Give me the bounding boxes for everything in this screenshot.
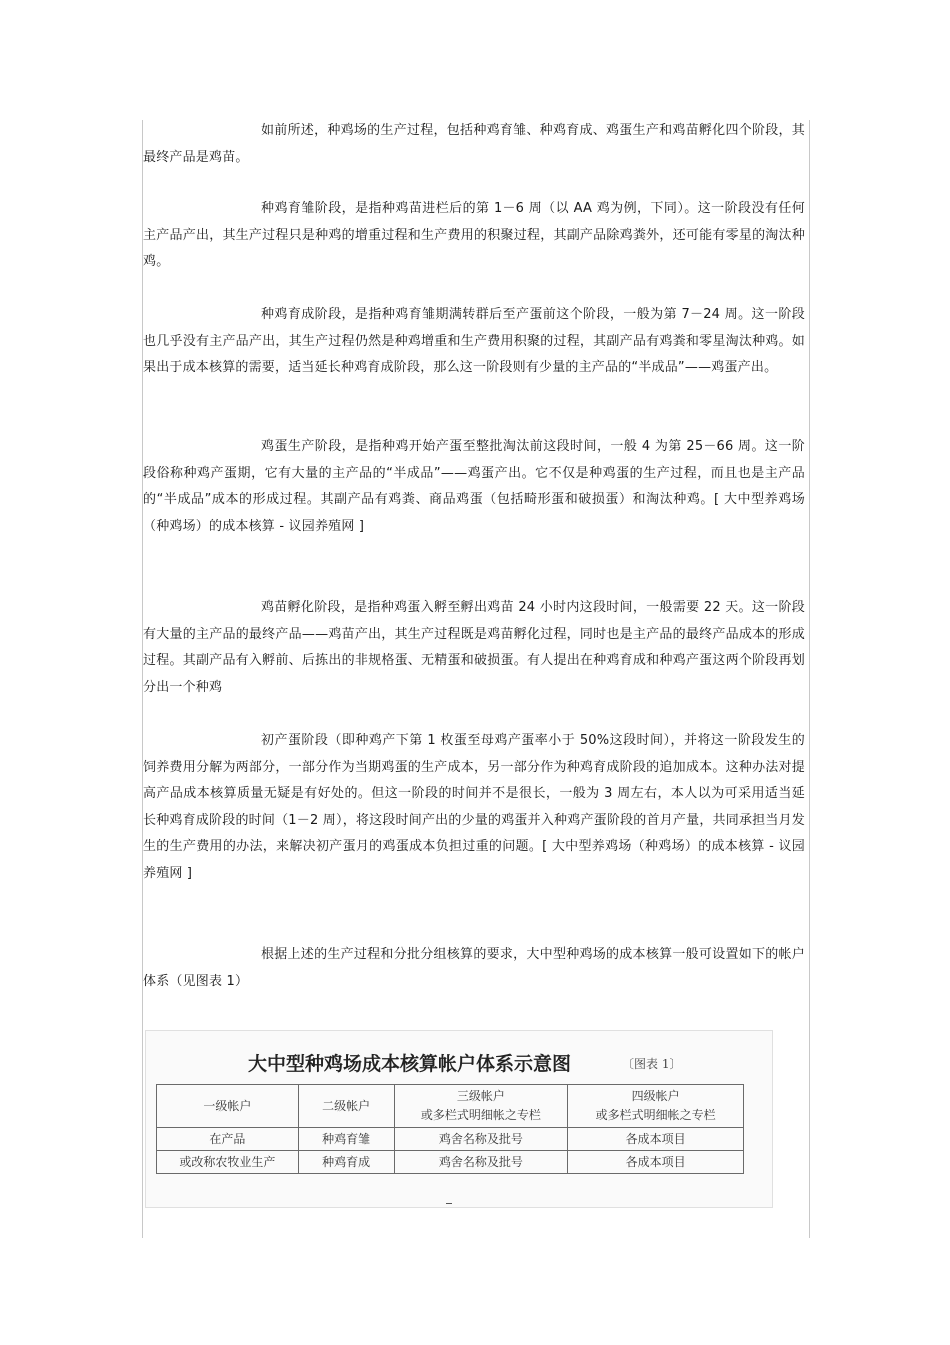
paragraph-rearing-stage: 种鸡育成阶段，是指种鸡育雏期满转群后至产蛋前这个阶段，一般为第 7－24 周。这一阶段也几乎没有主产品产出，其生产过程仍然是种鸡增重和生产费用积聚的过程，其副产品有鸡粪和零星淘汰种鸡。如果出于成本核算的需要，适当延长种鸡育成阶段，那么这一阶段则有少量的主产品的“半成品”——鸡蛋产出。: [143, 307, 805, 375]
header-level3-title: 三级帐户: [456, 1089, 505, 1103]
scan-mark: [446, 1203, 452, 1204]
header-level3-note: 或多栏式明细帐之专栏: [420, 1108, 541, 1122]
header-level4-title: 四级帐户: [631, 1089, 680, 1103]
paragraph-hatching-stage: 鸡苗孵化阶段，是指种鸡蛋入孵至孵出鸡苗 24 小时内这段时间，一般需要 22 天。这一阶段有大量的主产品的最终产品——鸡苗产出，其生产过程既是鸡苗孵化过程，同时也是主产品的最终产品成本的形成过程。其副产品有入孵前、后拣出的非规格蛋、无精蛋和破损蛋。有人提出在种鸡育成和种鸡产蛋这两个阶段再划分出一个种鸡: [143, 600, 805, 695]
header-level2: 二级帐户: [298, 1085, 394, 1128]
paragraph-brooding-stage: 种鸡育雏阶段，是指种鸡苗进栏后的第 1－6 周（以 AA 鸡为例，下同）。这一阶段没有任何主产品产出，其生产过程只是种鸡的增重过程和生产费用的积聚过程，其副产品除鸡粪外，还可能有零星的淘汰种鸡。: [143, 201, 805, 269]
paragraph-early-laying-stage: 初产蛋阶段（即种鸡产下第 1 枚蛋至母鸡产蛋率小于 50%这段时间），并将这一阶段发生的饲养费用分解为两部分，一部分作为当期鸡蛋的生产成本，另一部分作为种鸡育成阶段的追加成本。这种办法对提高产品成本核算质量无疑是有好处的。但这一阶段的时间并不是很长，一般为 3 周左右，本人以为可采用适当延长种鸡育成阶段的时间（1－2 周），将这段时间产出的少量的鸡蛋并入种鸡产蛋阶段的首月产量，共同承担当月发生的生产费用的办法，来解决初产蛋月的鸡蛋成本负担过重的问题。[ 大中型养鸡场（种鸡场）的成本核算 - 议园养殖网 ]: [143, 733, 805, 881]
table-cell: 鸡舍名称及批号: [394, 1128, 568, 1151]
table-cell: 各成本项目: [568, 1128, 744, 1151]
header-level4-note: 或多栏式明细帐之专栏: [595, 1108, 716, 1122]
table-row: [157, 1151, 744, 1174]
figure-title: 大中型种鸡场成本核算帐户体系示意图: [248, 1053, 572, 1075]
paragraph-account-system: 根据上述的生产过程和分批分组核算的要求，大中型种鸡场的成本核算一般可设置如下的帐户体系（见图表 1）: [143, 947, 805, 989]
header-level3: [394, 1085, 568, 1128]
paragraph-intro: 如前所述，种鸡场的生产过程，包括种鸡育雏、种鸡育成、鸡蛋生产和鸡苗孵化四个阶段，其最终产品是鸡苗。: [143, 123, 805, 165]
table-cell: 鸡舍名称及批号: [394, 1151, 568, 1174]
table-row: [157, 1128, 744, 1151]
table-cell: 种鸡育雏: [298, 1128, 394, 1151]
table-cell: 各成本项目: [568, 1151, 744, 1174]
table-header-row: [157, 1085, 744, 1128]
table-cell: 种鸡育成: [298, 1151, 394, 1174]
table-cell: 在产品: [157, 1128, 299, 1151]
paragraph-egg-production-stage: 鸡蛋生产阶段，是指种鸡开始产蛋至整批淘汰前这段时间，一般 4 为第 25－66 周。这一阶段俗称种鸡产蛋期，它有大量的主产品的“半成品”——鸡蛋产出。它不仅是种鸡蛋的生产过程，而且也是主产品的“半成品”成本的形成过程。其副产品有鸡粪、商品鸡蛋（包括畸形蛋和破损蛋）和淘汰种鸡。[ 大中型养鸡场（种鸡场）的成本核算 - 议园养殖网 ]: [143, 439, 805, 534]
account-table: [156, 1084, 744, 1174]
account-system-figure: [145, 1030, 773, 1208]
figure-label: 〔图表 1〕: [622, 1057, 682, 1071]
table-cell: 或改称农牧业生产: [157, 1151, 299, 1174]
header-level1: 一级帐户: [157, 1085, 299, 1128]
header-level4: [568, 1085, 744, 1128]
